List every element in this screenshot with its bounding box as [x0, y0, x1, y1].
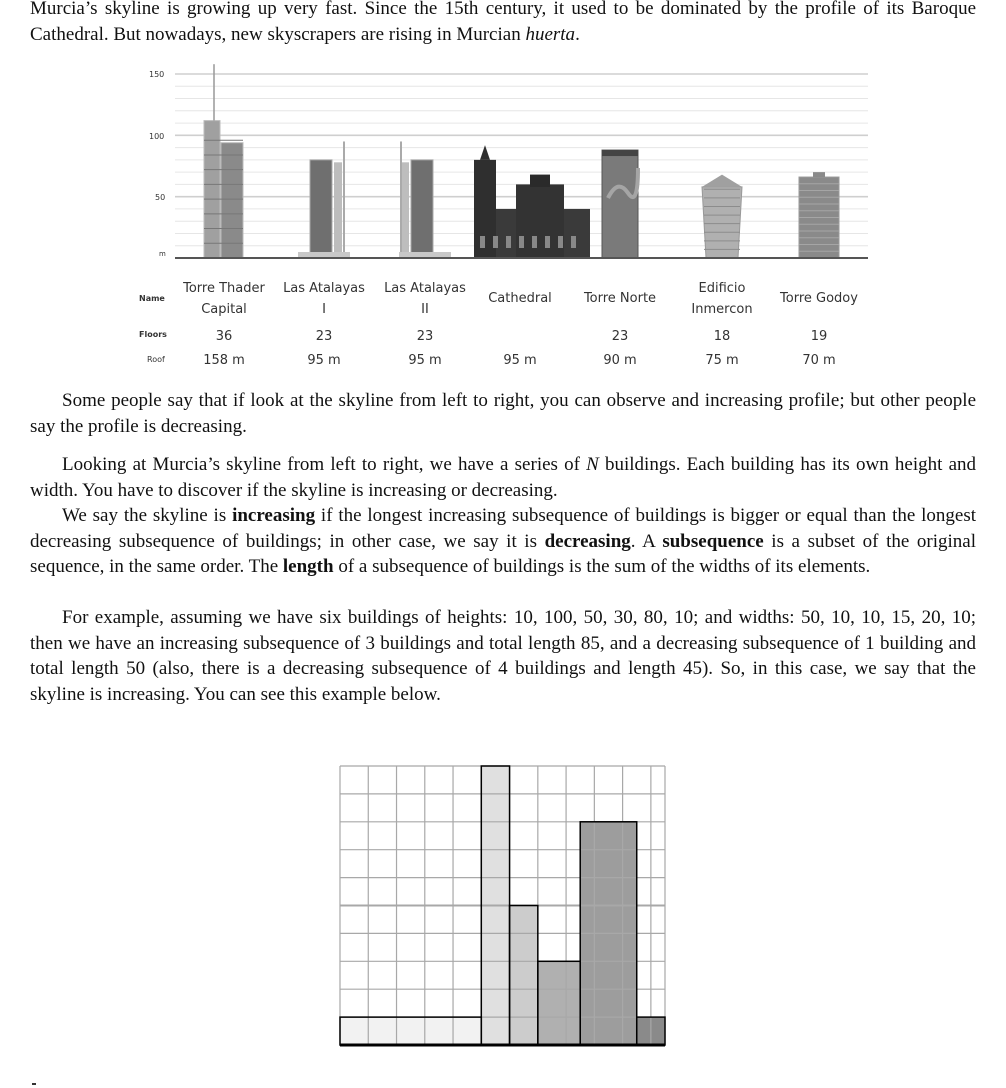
- example-chart-svg: [338, 764, 670, 1050]
- row-label-name: Name: [139, 294, 165, 303]
- skyline-building: [298, 141, 350, 258]
- skyline-y-ticks: [149, 70, 166, 258]
- y-tick-m: m: [159, 250, 166, 258]
- p3-bold-length: length: [282, 556, 334, 577]
- p3-text-c: if the longest increasing subsequence of buildings is bigger or equal than the longest decreasing subsequence of buildings; in other case, we say it is: [30, 505, 976, 552]
- building-floors: 23: [315, 329, 333, 344]
- building-name: Cathedral: [488, 291, 552, 306]
- intro-end: .: [575, 23, 580, 45]
- example-figure: [338, 764, 670, 1054]
- intro-paragraph: [30, 0, 976, 47]
- skyline-svg: [137, 62, 872, 380]
- building-name-line2: Capital: [201, 302, 247, 317]
- p3-text-a: We say the skyline is: [62, 505, 233, 526]
- intro-italic: huerta: [525, 23, 576, 45]
- p3-bold-increasing: increasing: [232, 505, 316, 526]
- building-roof-height: 75 m: [705, 353, 739, 368]
- building-name: Las Atalayas: [283, 281, 365, 296]
- building-floors: 19: [810, 329, 828, 344]
- building-floors: 36: [215, 329, 233, 344]
- page-footer-mark: [32, 1083, 36, 1085]
- skyline-building: [399, 141, 451, 258]
- p3-bold-subsequence: subsequence: [662, 530, 764, 552]
- y-tick-50: 50: [155, 193, 166, 202]
- row-label-roof: Roof: [147, 355, 165, 364]
- building-name: Edificio: [698, 281, 746, 296]
- example-bar: [340, 1017, 481, 1045]
- example-bar: [538, 961, 580, 1045]
- paragraph-4: For example, assuming we have six buildings of heights: 10, 100, 50, 30, 80, 10; and widths: 50, 10, 10, 15, 20, 10; then we have an increasing subsequence of 3 buildings and total length 85, and a decreasing subsequence of 1 building and total length 50 (also, there is a decreasing subsequence of 4 buildings and length 45). So, in this case, we say that the skyline is increasing. You can see this example below.: [30, 607, 976, 705]
- skyline-building: [799, 172, 839, 258]
- p2-text-b: buildings. Each building has its own height and width. You have to discover if the skyline is increasing or decreasing.: [30, 454, 976, 501]
- building-name-line2: I: [322, 302, 326, 317]
- skyline-building: [474, 145, 590, 258]
- skyline-building: [204, 64, 243, 258]
- paragraph-3: [30, 503, 976, 580]
- p2-text-a: Looking at Murcia’s skyline from left to right, we have a series of: [62, 454, 587, 475]
- building-name: Las Atalayas: [384, 281, 466, 296]
- building-roof-height: 90 m: [603, 353, 637, 368]
- paragraph-2: [30, 452, 976, 503]
- skyline-figure: [137, 62, 872, 380]
- building-roof-height: 158 m: [203, 353, 245, 368]
- building-roof-height: 95 m: [503, 353, 537, 368]
- skyline-building: [702, 175, 742, 258]
- intro-text: Murcia’s skyline is growing up very fast. Since the 15th century, it used to be dominated by the profile of its Baroque Cathedral. But nowadays, new skyscrapers are rising in Murcian: [30, 0, 976, 45]
- building-name: Torre Godoy: [780, 291, 858, 306]
- building-name-line2: Inmercon: [691, 302, 753, 317]
- skyline-building: [602, 150, 638, 258]
- p3-bold-decreasing: decreasing: [544, 530, 631, 552]
- building-floors: 18: [713, 329, 731, 344]
- p3-text-e: . A: [630, 530, 663, 552]
- building-roof-height: 70 m: [802, 353, 836, 368]
- example-bar: [510, 906, 538, 1046]
- skyline-labels: [182, 281, 858, 368]
- row-label-floors: Floors: [139, 330, 167, 339]
- skyline-buildings: [204, 64, 839, 258]
- y-tick-150: 150: [149, 70, 165, 79]
- building-name: Torre Norte: [583, 291, 657, 306]
- building-name-line2: II: [421, 302, 429, 317]
- p3-text-i: of a subsequence of buildings is the sum of the widths of its elements.: [333, 556, 871, 577]
- building-floors: 23: [416, 329, 434, 344]
- building-name: Torre Thader: [183, 281, 265, 296]
- paragraph-1: Some people say that if look at the skyline from left to right, you can observe and increasing profile; but other people say the profile is decreasing.: [30, 390, 976, 437]
- p2-var: N: [586, 454, 599, 475]
- building-floors: 23: [611, 329, 629, 344]
- p3-text-g: is a subset of the original sequence, in the same order. The: [30, 530, 976, 577]
- building-roof-height: 95 m: [408, 353, 442, 368]
- building-roof-height: 95 m: [307, 353, 341, 368]
- y-tick-100: 100: [149, 132, 165, 141]
